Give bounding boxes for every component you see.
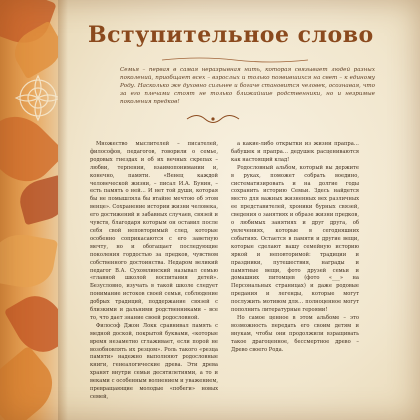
intro-paragraph: Семья – первая в самая неразрывная нить, которая связывает людей разных поколений, приобщает всех – взрослых и только появившихся на свет – к единому Роду. Насколько же духовно сильнее и богаче становится человек, осознавая, что за его плечами стоят не только ближайшие родственники, но и незримые поколения предков! bbox=[120, 67, 375, 105]
text-column-right bbox=[231, 141, 359, 354]
leaf-icon bbox=[0, 345, 64, 420]
body-paragraph: Множество мыслителей – писателей, философов, педагогов, говорили о семье, родовых гнездах и об их вечных скрепах – любви, терпении, взаимопонимании и, конечно, памяти. «Венец каждой человеческой жизни, – писал И.А. Бунин, – есть память о ней… И нет той души, которая бы не помышляла бы втайне мечтою об этом венце». Сохранение истории жизни человека, его достижений и забавных случаев, связей и чувств, благодаря которым он оставил после себя свой неповторимый след, которые особенно соприкасаются с его заветную мечту, но и обогащает последующие поколения гордостью за предков, чувством собственного достоинства. Недаром великий педагог В.А. Сухомлинский называл семью «главной школой воспитания детей». Безусловно, изучать в такой школе следует понимание истоков своей семьи, соблюдение добрых традиций, поддержание связей с близкими и дальними родственниками – все то, что дает знание своей родословной. bbox=[90, 141, 218, 321]
page-title: Вступительное слово bbox=[88, 22, 374, 48]
leaf-icon bbox=[0, 230, 58, 292]
body-paragraph: Родословный альбом, который вы держите в руках, поможет собрать воедино, систематизировать и на долгие годы сохранить историю Семьи. Здесь найдется место для важных жизненных вех различных ее представителей, хроники бурных связей, сведения о занятиях и образе жизни предков, о любимых занятиях и друг друга, об увлечениях, которые в сегодняшних событиях. Остается в памяти и другие вещи, которые сделают вашу семейную историю яркой и неповторимой: традиции и праздники, путешествия, награды и памятные вещи, фото друзей семьи и домашних питомцев (фото «___» на Персональных страницах) и даже родовые предания и легенды, которые могут послужить мотивом для… полноценное могут пополнить литературные героями! bbox=[231, 164, 359, 314]
swirl-ornament-icon bbox=[183, 112, 243, 126]
body-paragraph: Но самое ценное в этом альбоме – это возможность передать его своим детям и внукам, чтобы они продолжили взращивать такое драгоценное, бессмертное древо – Древо своего Рода. bbox=[231, 314, 359, 353]
body-paragraph: Философ Джон Локк сравнивал память с медной доской, покрытой буквами, «которые время незаметно сглаживает, если порой не возобновлять их резцом». Роль такого «резца памяти» надежно выполняют родословные книги, генеалогические древа. Эти древа хранят внутри семьи десятилетиями, а то и веками с особенным волнением и уважением, превращающие молодые «побеги» новых семей, bbox=[90, 322, 218, 400]
ornament-divider-icon bbox=[160, 56, 310, 64]
text-column-left bbox=[90, 141, 218, 402]
body-paragraph: а какие-либо открытки из жизни прапра… бабушек и прапра… дедушек расцениваются как настоящий клад! bbox=[231, 141, 359, 163]
parchment-edge-shadow bbox=[58, 0, 68, 420]
